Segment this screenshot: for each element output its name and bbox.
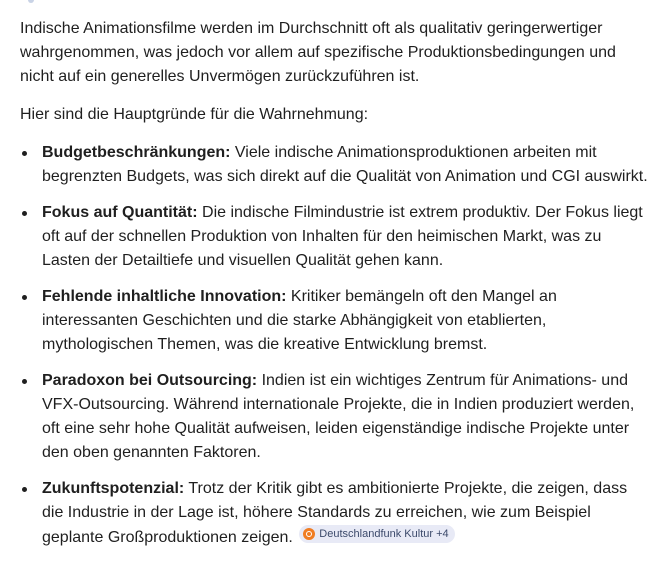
list-item-text: Indien ist ein wichtiges Zentrum für Animations- und VFX-Outsourcing. Während internationale Projekte, die in Indien produziert werden, oft eine sehr hohe Qualität aufweisen, leiden eigenständige indische Projekte unter den oben genannten Faktoren.: [42, 372, 635, 461]
deutschlandfunk-icon: [303, 528, 315, 540]
list-item-text: Trotz der Kritik gibt es ambitionierte Projekte, die zeigen, dass die Industrie in der Lage ist, höhere Standards zu erreichen, wie zum Beispiel geplante Großproduktionen zeigen.: [42, 480, 628, 546]
list-item-text: Viele indische Animationsproduktionen arbeiten mit begrenzten Budgets, was sich direkt auf die Qualität von Animation und CGI auswirkt.: [42, 144, 648, 185]
list-item-title: Fokus auf Quantität:: [42, 204, 198, 221]
list-item-title: Zukunftspotenzial:: [42, 480, 185, 497]
intro-paragraph: Indische Animationsfilme werden im Durchschnitt oft als qualitativ geringerwertiger wahrgenommen, was jedoch vor allem auf spezifische Produktionsbedingungen und nicht auf ein generelles Unvermögen zurückzuführen ist.: [20, 20, 616, 85]
bullet-dot: [22, 379, 27, 384]
list-item: [20, 141, 652, 189]
scroll-edge-indicator: [28, 0, 34, 3]
list-item: [20, 477, 652, 550]
list-item-title: Budgetbeschränkungen:: [42, 144, 231, 161]
bullet-dot: [22, 151, 27, 156]
reasons-list: [20, 141, 652, 550]
lead-paragraph: Hier sind die Hauptgründe für die Wahrnehmung:: [20, 106, 369, 123]
list-item-text: Kritiker bemängeln oft den Mangel an interessanten Geschichten und die starke Abhängigkeit von etablierten, mythologischen Themen, was die kreative Entwicklung bremst.: [42, 288, 557, 353]
bullet-dot: [22, 487, 27, 492]
list-item: [20, 285, 652, 357]
list-item: [20, 369, 652, 465]
bullet-dot: [22, 211, 27, 216]
list-item: [20, 201, 652, 273]
source-chip-label: Deutschlandfunk Kultur +4: [319, 528, 449, 540]
list-item-text: Die indische Filmindustrie ist extrem produktiv. Der Fokus liegt oft auf der schnellen Produktion von Inhalten für den heimischen Markt, was zu Lasten der Detailtiefe und visuellen Qualität gehen kann.: [42, 204, 643, 269]
bullet-dot: [22, 295, 27, 300]
list-item-title: Fehlende inhaltliche Innovation:: [42, 288, 287, 305]
list-item-title: Paradoxon bei Outsourcing:: [42, 372, 258, 389]
source-chip-button[interactable]: [299, 525, 454, 543]
response-content: [20, 17, 652, 562]
